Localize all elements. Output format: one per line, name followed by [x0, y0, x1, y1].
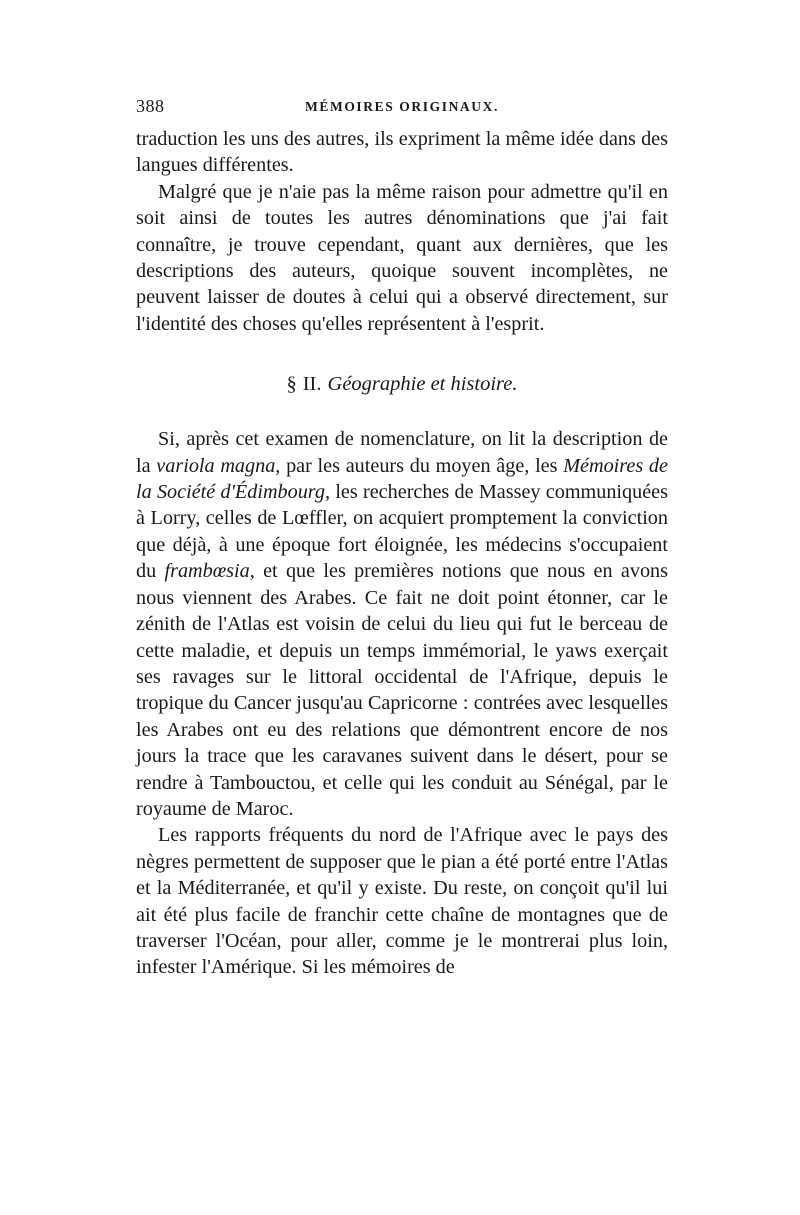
section-title: Géographie et histoire.: [327, 373, 518, 396]
section-number: II.: [302, 373, 322, 396]
italic-variola-magna: variola magna,: [156, 454, 281, 477]
paragraph-continuation: traduction les uns des autres, ils expriment la même idée dans des langues différentes.: [136, 128, 668, 177]
section-sign: §: [286, 373, 297, 396]
italic-memoires-edimbourg: Mémoires de la Société d'Édimbourg,: [136, 454, 668, 504]
running-head: [136, 96, 668, 122]
italic-framboesia: frambœsia,: [164, 560, 255, 583]
paragraph-history: [136, 426, 668, 822]
text-run: Si, après cet examen de nomenclature, on lit la description de la: [136, 428, 668, 477]
page-number: 388: [136, 96, 165, 116]
text-run: et que les premières notions que nous en avons nous viennent des Arabes. Ce fait ne doit point étonner, car le zénith de l'Atlas est voisin de celui du lieu qui fut le berceau de cette maladie, et depuis un temps immémorial, le yaws exerçait ses ravages sur le littoral occidental de l'Afrique, depuis le tropique du Cancer jusqu'au Capricorne : contrées avec lesquelles les Arabes ont eu des relations que démontrent encore de nos jours la trace que les caravanes suivent dans le désert, pour se rendre à Tambouctou, et celle qui les conduit au Sénégal, par le royaume de Maroc.: [136, 560, 668, 820]
body-text: [136, 126, 668, 981]
text-run: les recherches de Massey communiquées à Lorry, celles de Lœffler, on acquiert promptement la conviction que déjà, à une époque fort éloignée, les médecins s'occupaient du: [136, 481, 668, 583]
book-page: [136, 96, 668, 981]
text-run: par les auteurs du moyen âge, les: [280, 454, 564, 477]
section-heading: [136, 371, 668, 397]
running-title: MÉMOIRES ORIGINAUX.: [305, 99, 499, 114]
paragraph-rapports: Les rapports fréquents du nord de l'Afrique avec le pays des nègres permettent de supposer que le pian a été porté entre l'Atlas et la Méditerranée, et qu'il y existe. Du reste, on conçoit qu'il lui ait été plus facile de franchir cette chaîne de montagnes que de traverser l'Océan, pour aller, comme je le montrerai plus loin, infester l'Amérique. Si les mémoires de: [136, 824, 668, 979]
paragraph-denominations: Malgré que je n'aie pas la même raison pour admettre qu'il en soit ainsi de toutes les autres dénominations que j'ai fait connaître, je trouve cependant, quant aux dernières, que les descriptions des auteurs, quoique souvent incomplètes, ne peuvent laisser de doutes à celui qui a observé directement, sur l'identité des choses qu'elles représentent à l'esprit.: [136, 180, 668, 335]
